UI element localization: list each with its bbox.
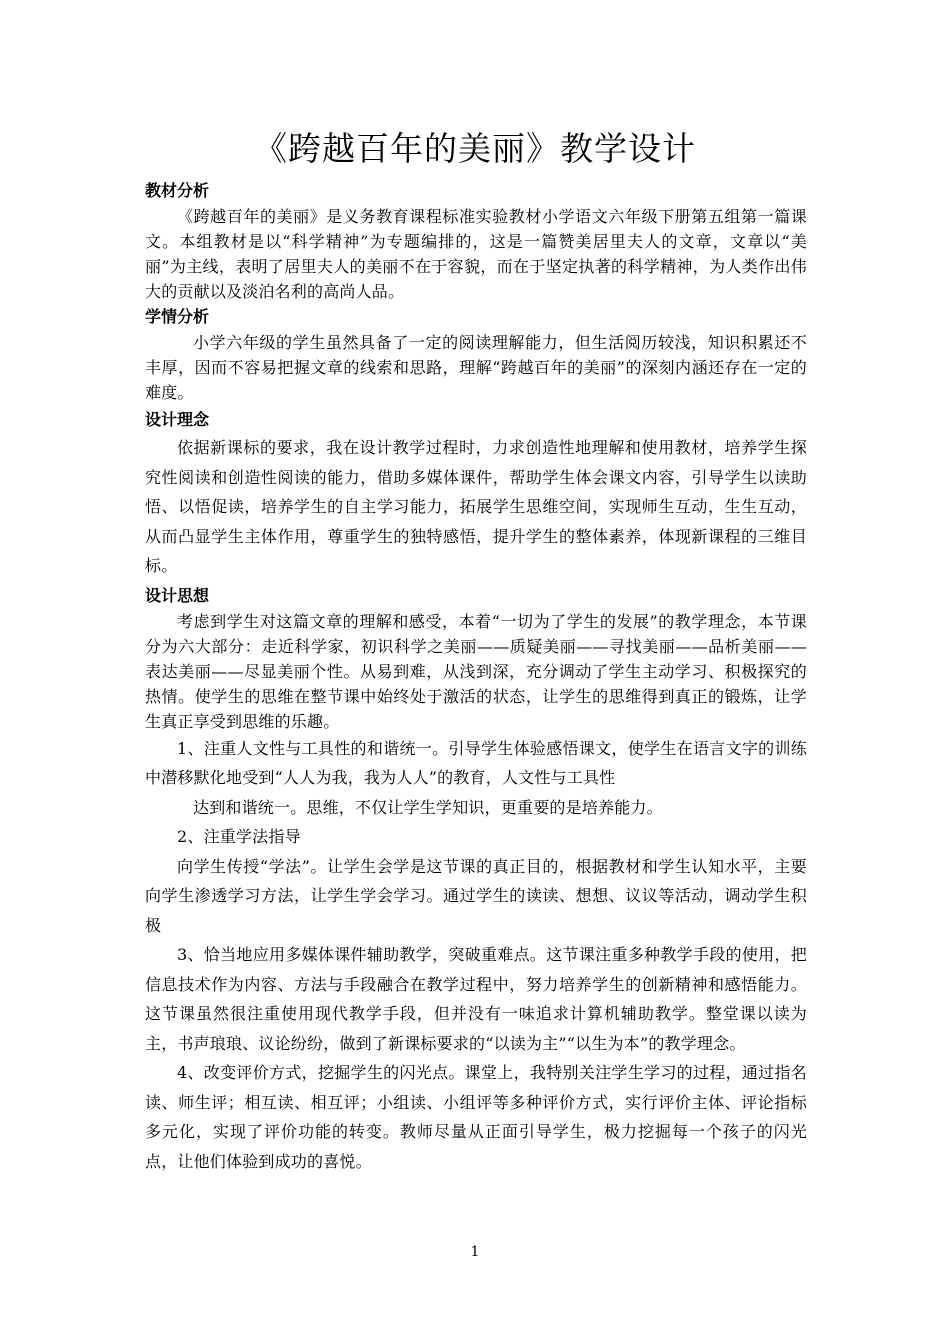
paragraph: 4、改变评价方式，挖掘学生的闪光点。课堂上，我特别关注学生学习的过程，通过指名读、师生评；相互读、相互评；小组读、小组评等多种评价方式，实行评价主体、评论指标多元化，实现了评价功能的转变。教师尽量从正面引导学生，极力挖掘每一个孩子的闪光点，让他们体验到成功的喜悦。 (145, 1063, 807, 1171)
section-heading-student-analysis: 学情分析 (145, 307, 210, 326)
paragraph: 小学六年级的学生虽然具备了一定的阅读理解能力，但生活阅历较浅，知识积累还不丰厚，因而不容易把握文章的线索和思路，理解“跨越百年的美丽”的深刻内涵还存在一定的难度。 (145, 333, 807, 402)
section-heading-design-concept: 设计理念 (145, 410, 210, 429)
paragraph: 依据新课标的要求，我在设计教学过程时，力求创造性地理解和使用教材，培养学生探究性阅读和创造性阅读的能力，借助多媒体课件，帮助学生体会课文内容，引导学生以读助悟、以悟促读，培养学生的自主学习能力，拓展学生思维空间，实现师生互动，生生互动，从而凸显学生主体作用，尊重学生的独特感悟，提升学生的整体素养，体现新课程的三维目标。 (145, 438, 807, 575)
paragraph: 达到和谐统一。思维，不仅让学生学知识，更重要的是培养能力。 (193, 797, 663, 817)
paragraph: 《跨越百年的美丽》是义务教育课程标准实验教材小学语文六年级下册第五组第一篇课文。本组教材是以“科学精神”为专题编排的，这是一篇赞美居里夫人的文章，文章以“美丽”为主线，表明了居里夫人的美丽不在于容貌，而在于坚定执著的科学精神，为人类作出伟大的贡献以及淡泊名利的高尚人品。 (145, 207, 807, 301)
paragraph: 3、恰当地应用多媒体课件辅助教学，突破重难点。这节课注重多种教学手段的使用，把信息技术作为内容、方法与手段融合在教学过程中，努力培养学生的创新精神和感悟能力。这节课虽然很注重使用现代教学手段，但并没有一味追求计算机辅助教学。整堂课以读为主，书声琅琅、议论纷纷，做到了新课标要求的“以读为主”“以生为本”的教学理念。 (145, 945, 807, 1053)
document-title: 《跨越百年的美丽》教学设计 (254, 129, 696, 168)
paragraph: 1、注重人文性与工具性的和谐统一。引导学生体验感悟课文，使学生在语言文字的训练中潜移默化地受到“人人为我，我为人人”的教育，人文性与工具性 (145, 738, 807, 787)
paragraph: 考虑到学生对这篇文章的理解和感受，本着“一切为了学生的发展”的教学理念，本节课分为六大部分：走近科学家，初识科学之美丽——质疑美丽——寻找美丽——品析美丽——表达美丽——尽显美丽个性。从易到难，从浅到深，充分调动了学生主动学习、积极探究的热情。使学生的思维在整节课中始终处于激活的状态，让学生的思维得到真正的锻炼，让学生真正享受到思维的乐趣。 (145, 611, 807, 731)
section-heading-design-thinking: 设计思想 (145, 585, 210, 605)
document-body (145, 178, 807, 1176)
page-number: 1 (470, 1244, 480, 1260)
section-heading-textbook-analysis: 教材分析 (145, 181, 210, 200)
paragraph: 向学生传授“学法”。让学生会学是这节课的真正目的，根据教材和学生认知水平，主要向学生渗透学习方法，让学生学会学习。通过学生的读读、想想、议议等活动，调动学生积极 (145, 856, 807, 935)
paragraph: 2、注重学法指导 (177, 827, 301, 846)
